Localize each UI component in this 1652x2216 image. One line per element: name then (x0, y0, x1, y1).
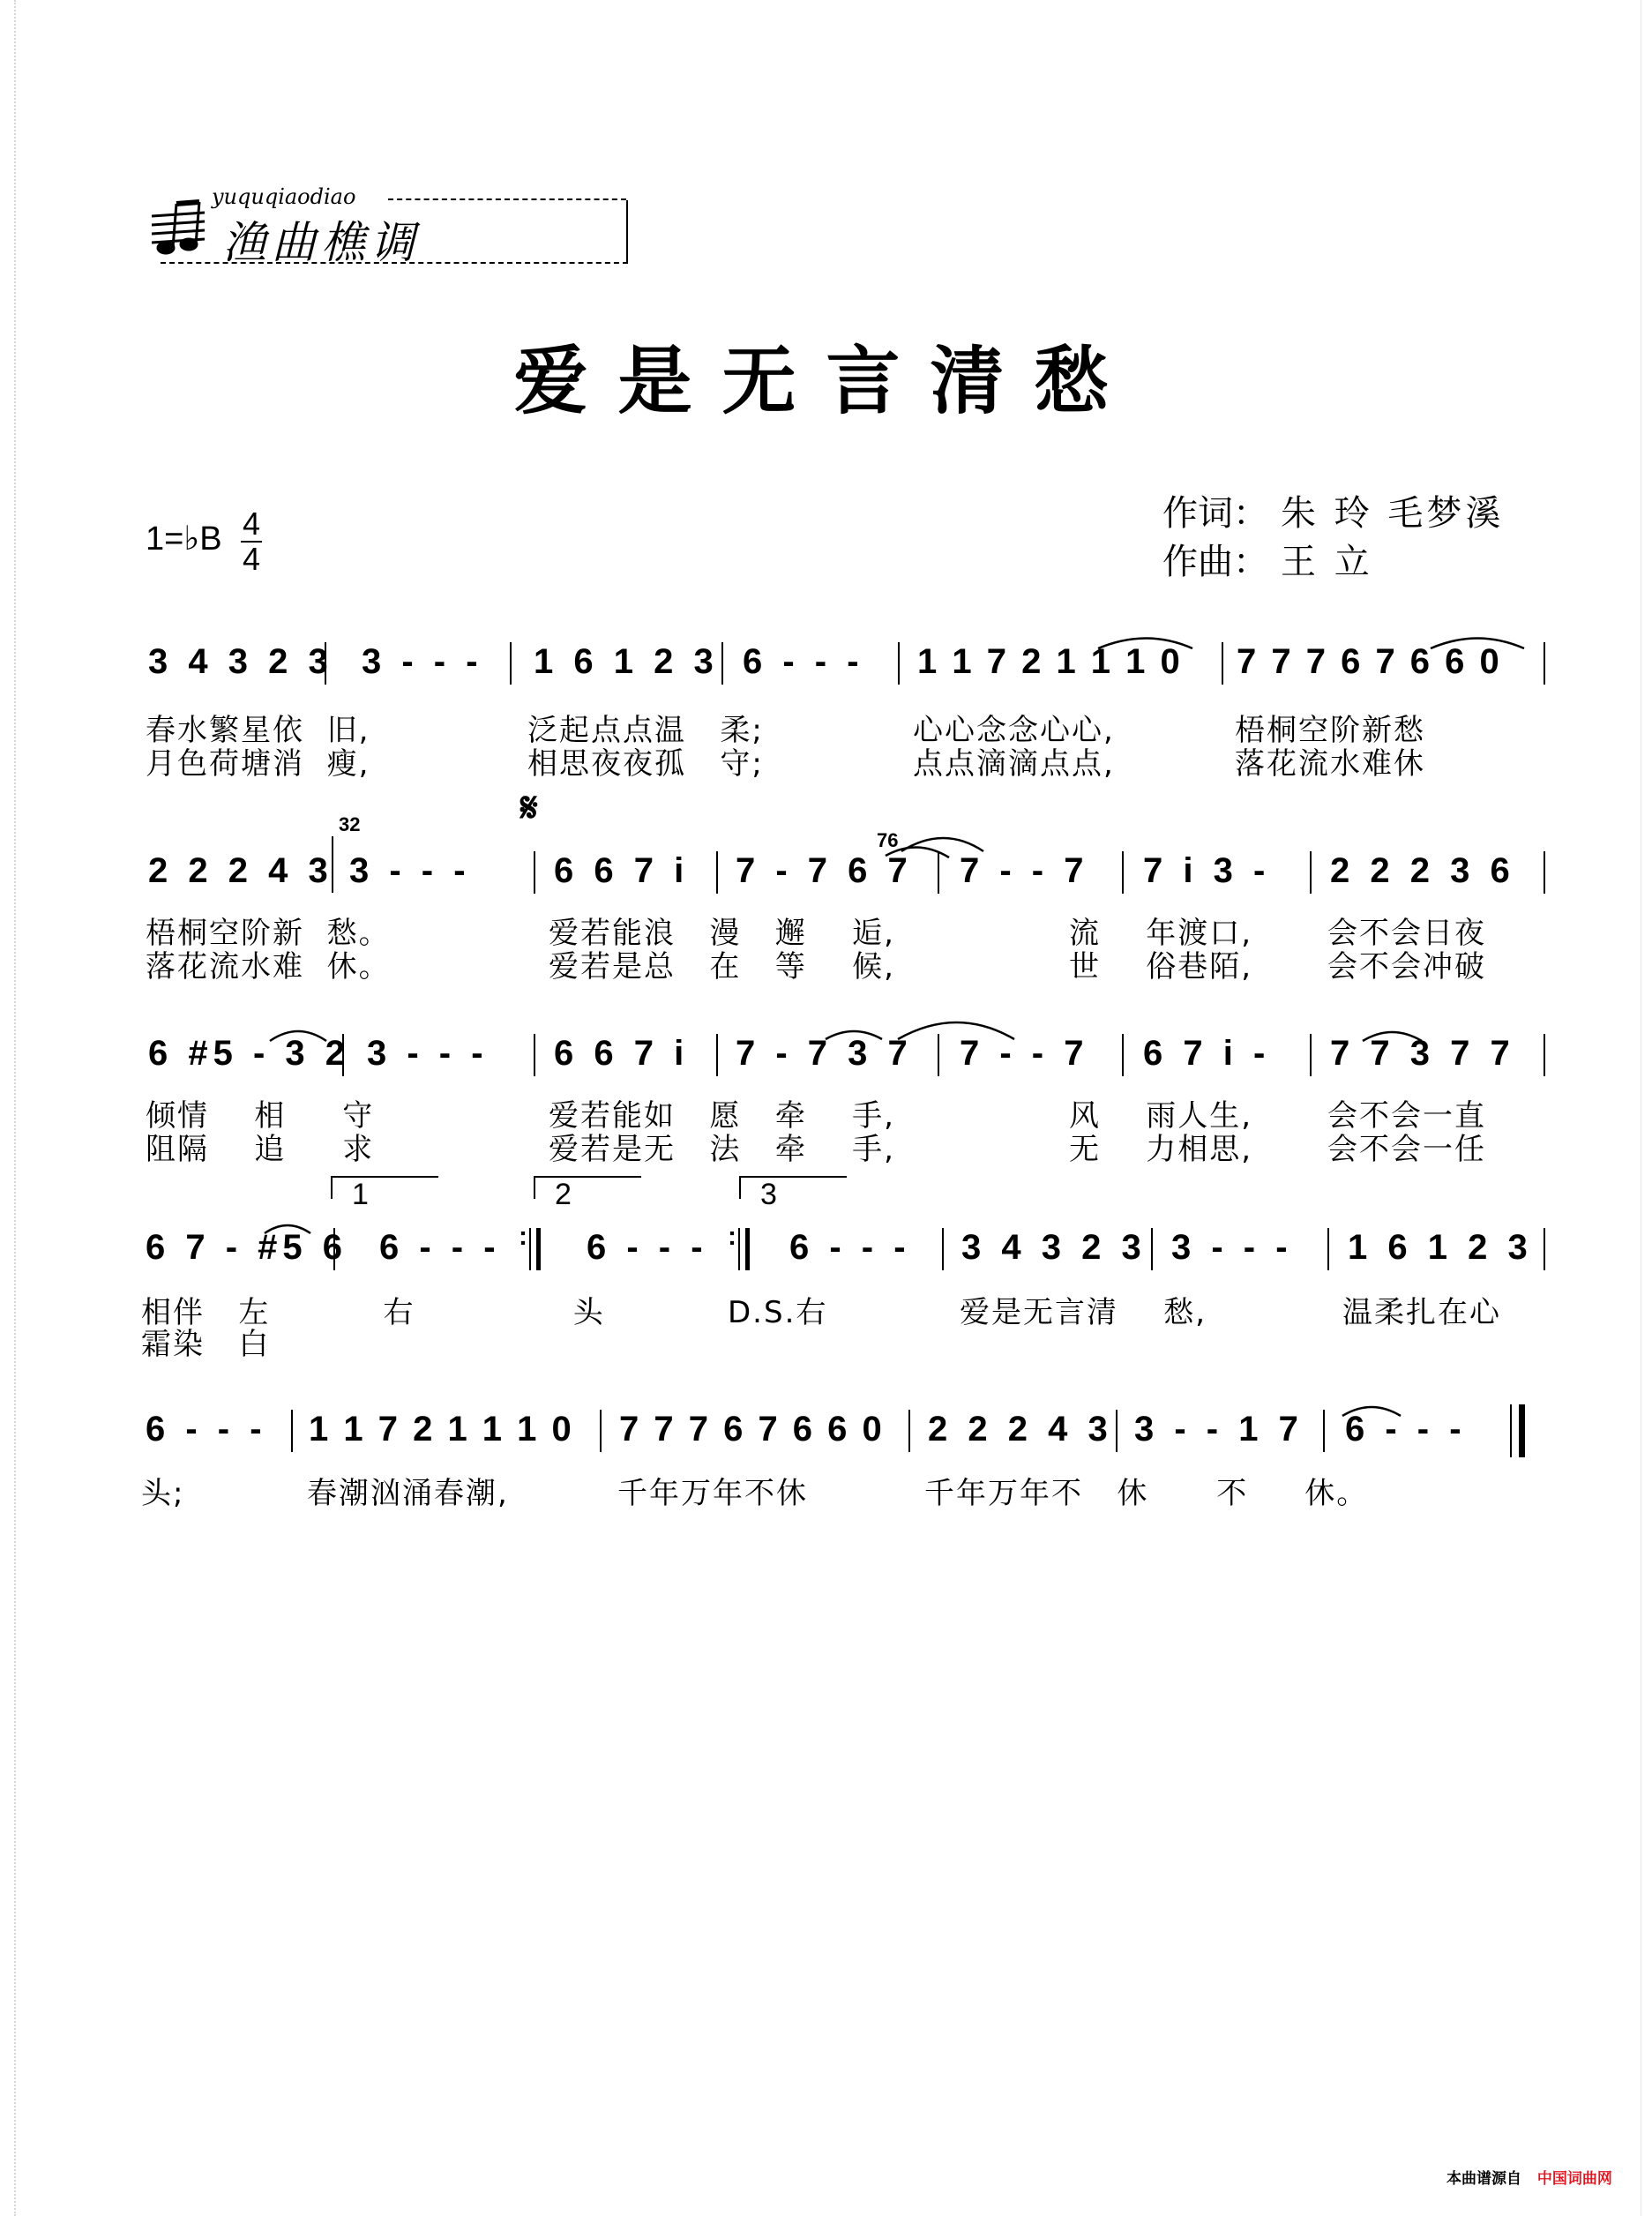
measure-notes: 6 #5 - 3 2 (148, 1034, 351, 1073)
lyric-line: 会不会一任 (1327, 1132, 1486, 1167)
lyric-line: 梧桐空阶新 愁。 (146, 916, 391, 951)
measure-notes: 6 - - - (587, 1228, 708, 1267)
repeat-sign: : (519, 1222, 527, 1251)
logo-text: 渔曲樵调 (222, 217, 420, 268)
footer-prefix: 本曲谱源自 (1446, 2170, 1521, 2188)
lyric-line: 头; (141, 1476, 185, 1511)
repeat-sign: : (728, 1222, 736, 1251)
measure-notes: 6 7 i - (1143, 1034, 1271, 1073)
measure-notes: 3 - - - (367, 1034, 489, 1073)
segno-icon: 𝄋 (520, 783, 538, 831)
measure-notes: 6 - - - (789, 1228, 911, 1267)
measure-notes: 2 2 2 4 3 (148, 851, 333, 890)
song-title: 爱是无言清愁 (513, 337, 1139, 424)
lyric-line: 爱若能如 愿 牵 手, (549, 1098, 895, 1134)
barline (1510, 1404, 1512, 1457)
measure-notes: 7 - - 7 (960, 851, 1089, 890)
measure-notes: 6 7 - #5 6 (146, 1228, 348, 1267)
lyric-line: 倾情 相 守 (146, 1098, 375, 1134)
barline (1323, 1410, 1325, 1452)
measure-notes: 3 4 3 2 3 (961, 1228, 1147, 1267)
lyric-line: 落花流水难休 (1235, 746, 1425, 782)
lyric-line: 落花流水难 休。 (146, 949, 391, 984)
measure-notes: 3 - - 1 7 (1134, 1410, 1304, 1449)
lyric-line: 温柔扎在心 (1342, 1295, 1501, 1330)
measure-notes: 6 - - - (146, 1410, 267, 1449)
measure-notes: 3 - - - (349, 851, 471, 890)
grace-notes: 76 (877, 829, 899, 851)
lyric-line: 心心念念心心, (913, 713, 1115, 748)
footer-site-link[interactable]: 中国词曲网 (1536, 2170, 1612, 2188)
grace-notes: 32 (339, 813, 361, 835)
measure-notes: 7 i 3 - (1143, 851, 1271, 890)
measure-notes: 1 1 7 2 1 1 1 0 (309, 1410, 574, 1449)
lyricist-label: 作词： (1162, 493, 1268, 534)
footer-source (1446, 2166, 1612, 2188)
lyric-line: 爱若是无 法 牵 手, (549, 1132, 895, 1167)
lyric-line: 月色荷塘消 瘦, (146, 746, 370, 782)
measure-notes: 7 7 7 6 7 6 6 0 (619, 1410, 885, 1449)
key-signature: 1=♭B (146, 520, 222, 558)
time-signature-top: 4 (242, 505, 261, 542)
lyric-line: 春潮汹涌春潮, (307, 1476, 509, 1511)
lyric-line: 会不会日夜 (1327, 916, 1486, 951)
barline (908, 1410, 910, 1452)
lyric-line: 流 年渡口, (1069, 916, 1253, 951)
composer-label: 作曲： (1162, 542, 1268, 582)
measure-notes: 7 - - 7 (960, 1034, 1089, 1073)
measure-notes: 3 4 3 2 3 (148, 642, 333, 681)
lyric-line: 千年万年不 休 不 休。 (924, 1476, 1369, 1511)
lyric-line: 爱若是总 在 等 候, (549, 949, 895, 984)
lyric-line: 梧桐空阶新愁 (1235, 713, 1425, 748)
lyric-line: 会不会一直 (1327, 1098, 1486, 1134)
lyric-line: 泛起点点温 柔; (527, 713, 764, 748)
lyric-line: 风 雨人生, (1069, 1098, 1253, 1134)
measure-notes: 7 7 3 7 7 (1330, 1034, 1515, 1073)
lyric-line: 阻隔 追 求 (146, 1132, 375, 1167)
barline (291, 1410, 293, 1452)
lyric-line: 霜染 白 (141, 1327, 271, 1362)
lyric-line: 相伴 左 右 头 (141, 1295, 605, 1330)
lyricist-names: 朱 玲 毛梦溪 (1281, 493, 1505, 534)
lyric-line: 世 俗巷陌, (1069, 949, 1253, 984)
volta-label: 3 (760, 1178, 777, 1211)
measure-notes: 7 - 7 3 7 (736, 1034, 913, 1073)
volta-label: 1 (352, 1178, 369, 1211)
lyric-line: 春水繁星依 旧, (146, 713, 370, 748)
volta-label: 2 (555, 1178, 572, 1211)
measure-notes: 6 - - - (1345, 1410, 1467, 1449)
measure-notes: 2 2 2 4 3 (928, 1410, 1113, 1449)
lyric-line: 点点滴滴点点, (913, 746, 1115, 782)
measure-notes: 1 1 7 2 1 1 1 0 (917, 642, 1183, 681)
lyric-line: 会不会冲破 (1327, 949, 1486, 984)
barline (600, 1410, 602, 1452)
lyric-line: 相思夜夜孤 守; (527, 746, 764, 782)
lyric-line: 爱是无言清 愁, (960, 1295, 1207, 1330)
measure-notes: 7 7 7 6 7 6 6 0 (1237, 642, 1502, 681)
measure-notes: 6 - - - (379, 1228, 501, 1267)
measure-notes: 6 6 7 i (554, 1034, 690, 1073)
measure-notes: 1 6 1 2 3 (1348, 1228, 1533, 1267)
lyric-line: 千年万年不休 (617, 1476, 808, 1511)
measure-notes: 3 - - - (362, 642, 483, 681)
barline (1116, 1410, 1118, 1452)
logo-romanization: yuquqiaodiao (212, 184, 356, 209)
final-barline (1519, 1404, 1525, 1457)
time-signature-bottom: 4 (242, 541, 261, 577)
measure-notes: 6 - - - (743, 642, 864, 681)
lyric-line: D.S.右 (728, 1295, 828, 1330)
composer-name: 王 立 (1281, 542, 1373, 582)
measure-notes: 1 6 1 2 3 (534, 642, 719, 681)
measure-notes: 7 - 7 6 7 (736, 851, 913, 890)
lyric-line: 无 力相思, (1069, 1132, 1253, 1167)
measure-notes: 6 6 7 i (554, 851, 690, 890)
measure-notes: 3 - - - (1171, 1228, 1293, 1267)
lyric-line: 爱若能浪 漫 邂 逅, (549, 916, 895, 951)
measure-notes: 2 2 2 3 6 (1330, 851, 1515, 890)
